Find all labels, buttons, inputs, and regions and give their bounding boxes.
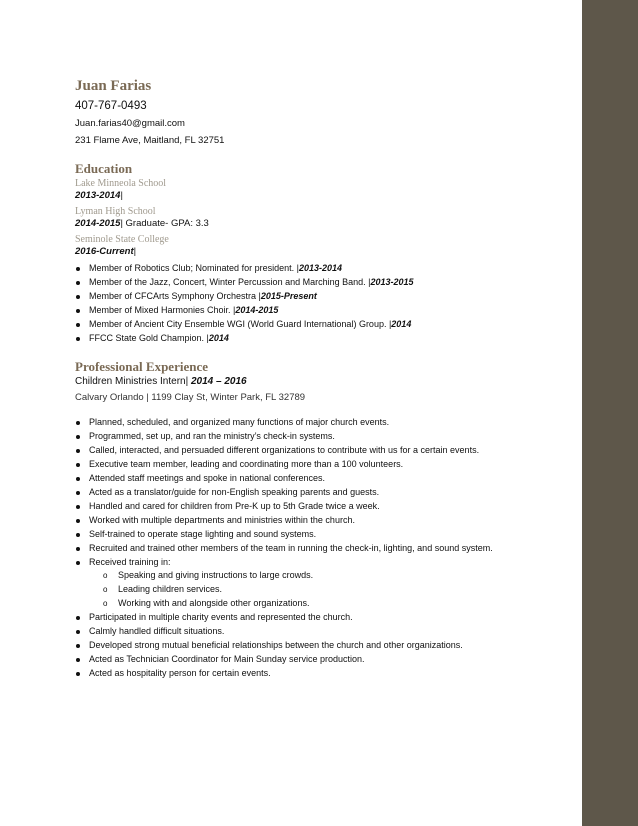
duty-item: Received training in:	[75, 556, 575, 570]
activity-item	[75, 262, 575, 276]
school-entry	[75, 178, 575, 202]
experience-duties-list	[75, 416, 575, 569]
activity-item	[75, 332, 575, 346]
activity-text: Member of Mixed Harmonies Choir. |	[89, 304, 236, 315]
school-years-range: 2013-2014	[75, 190, 121, 201]
education-section	[75, 161, 575, 345]
training-item: o Leading children services.	[75, 583, 575, 597]
school-entry	[75, 234, 575, 258]
school-name: Seminole State College	[75, 234, 169, 245]
phone-number: 407-767-0493	[75, 100, 147, 112]
school-name: Lyman High School	[75, 206, 156, 217]
resume-header	[75, 77, 575, 149]
activity-text: Member of Ancient City Ensemble WGI (World Guard International) Group. |	[89, 318, 392, 329]
activity-item	[75, 318, 575, 332]
duty-item: Acted as a translator/guide for non-English speaking parents and guests.	[75, 486, 575, 500]
activity-text: Member of the Jazz, Concert, Winter Percussion and Marching Band. |	[89, 276, 371, 287]
school-years	[75, 246, 575, 258]
school-years-detail: |	[120, 190, 123, 201]
candidate-name: Juan Farias	[75, 78, 152, 94]
email-address: Juan.farias40@gmail.com	[75, 118, 185, 129]
school-years-range: 2016-Current	[75, 246, 134, 257]
school-years	[75, 218, 575, 230]
activity-item	[75, 276, 575, 290]
education-activities-list	[75, 262, 575, 345]
job-location: Calvary Orlando | 1199 Clay St, Winter Park, FL 32789	[75, 392, 306, 404]
activity-year: 2014	[391, 318, 412, 329]
activity-year: 2014	[208, 332, 229, 343]
duty-item: Programmed, set up, and ran the ministry’s check-in systems.	[75, 430, 575, 444]
activity-item	[75, 290, 575, 304]
training-item: o Working with and alongside other organizations.	[75, 597, 575, 611]
duty-item: Acted as Technician Coordinator for Main Sunday service production.	[75, 653, 575, 667]
school-name: Lake Minneola School	[75, 178, 167, 189]
school-years-range: 2014-2015	[75, 218, 121, 229]
duty-item: Calmly handled difficult situations.	[75, 625, 575, 639]
home-address: 231 Flame Ave, Maitland, FL 32751	[75, 135, 225, 146]
job-years: 2014 – 2016	[188, 376, 247, 388]
duty-item: Executive team member, leading and coordinating more than a 100 volunteers.	[75, 458, 575, 472]
job-role: Children Ministries Intern|	[75, 376, 189, 388]
duty-item: Participated in multiple charity events and represented the church.	[75, 611, 575, 625]
training-sublist	[75, 569, 575, 611]
duty-item: Handled and cared for children from Pre-K up to 5th Grade twice a week.	[75, 500, 575, 514]
experience-duties-list-continued	[75, 611, 575, 681]
activity-text: Member of Robotics Club; Nominated for president. |	[89, 263, 299, 273]
duty-item: Planned, scheduled, and organized many functions of major church events.	[75, 416, 575, 430]
school-years-detail: |	[133, 246, 137, 257]
school-years-detail: | Graduate- GPA: 3.3	[120, 218, 209, 229]
activity-year: 2015-Present	[260, 290, 317, 301]
experience-section	[75, 359, 575, 680]
experience-heading: Professional Experience	[75, 359, 208, 375]
school-entry	[75, 206, 575, 230]
activity-year: 2013-2015	[370, 276, 414, 287]
training-item: o Speaking and giving instructions to large crowds.	[75, 569, 575, 583]
duty-item: Attended staff meetings and spoke in national conferences.	[75, 472, 575, 486]
resume-page	[75, 77, 575, 681]
activity-year: 2014-2015	[235, 304, 279, 315]
duty-item: Recruited and trained other members of the team in running the check-in, lighting, and sound system.	[75, 542, 575, 556]
duty-item: Developed strong mutual beneficial relationships between the church and other organizations.	[75, 639, 575, 653]
duty-item: Worked with multiple departments and ministries within the church.	[75, 514, 575, 528]
activity-item	[75, 304, 575, 318]
duty-item: Self-trained to operate stage lighting and sound systems.	[75, 528, 575, 542]
duty-item: Acted as hospitality person for certain events.	[75, 667, 575, 681]
activity-year: 2013-2014	[298, 263, 342, 273]
duty-item: Called, interacted, and persuaded different organizations to contribute with us for a certain events.	[75, 444, 575, 458]
activity-text: Member of CFCArts Symphony Orchestra |	[89, 290, 261, 301]
activity-text: FFCC State Gold Champion. |	[89, 332, 209, 343]
job-title	[75, 375, 575, 388]
school-years	[75, 190, 575, 202]
decorative-side-bar	[582, 0, 638, 826]
education-heading: Education	[75, 161, 133, 176]
